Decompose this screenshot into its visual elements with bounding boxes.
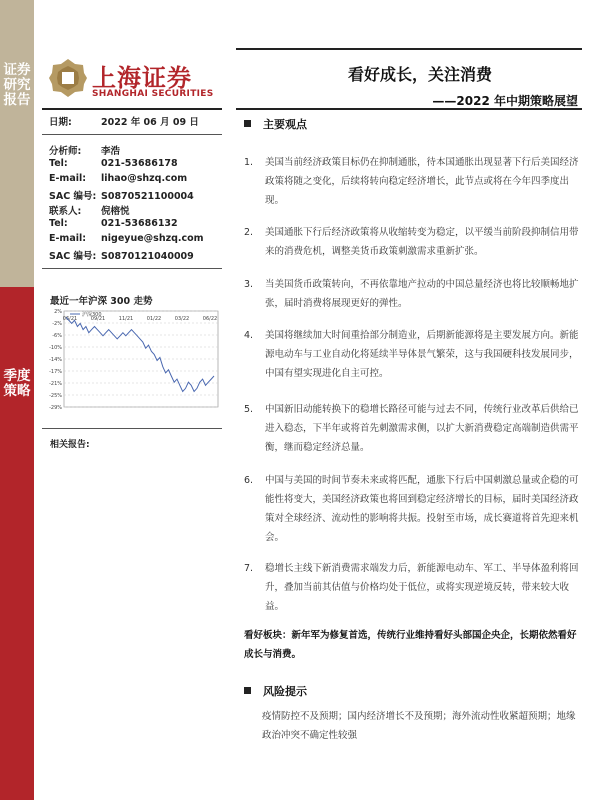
header-rule-left bbox=[42, 108, 222, 110]
report-subtitle: ——2022 年中期策略展望 bbox=[432, 94, 578, 108]
csi300-chart bbox=[42, 307, 222, 412]
info-divider bbox=[42, 268, 222, 269]
sidebar-bottom-band bbox=[0, 287, 34, 800]
point-item: 5. 中国新旧动能转换下的稳增长路径可能与过去不同，传统行业改革后供给已进入稳态，下半年或将首先刺激需求侧，以扩大新消费稳定高端制造供需平衡，继而稳定经济总量。 bbox=[244, 404, 579, 453]
related-reports-label: 相关报告: bbox=[50, 440, 90, 450]
chart-divider bbox=[42, 428, 222, 429]
logo-emblem-icon bbox=[48, 58, 88, 98]
chart-y-tick-label: -25% bbox=[49, 393, 62, 399]
risk-text: 疫情防控不及预期；国内经济增长不及预期；海外流动性收紧超预期；地缘政治冲突不确定性较强 bbox=[262, 711, 576, 741]
chart-y-tick-label: -6% bbox=[52, 333, 62, 339]
chart-x-tick-label: 01/22 bbox=[146, 316, 162, 322]
chart-legend-label: 沪深300 bbox=[82, 312, 102, 318]
report-date: 日期: 2022 年 06 月 09 日 bbox=[49, 117, 199, 128]
chart-y-tick-label: -29% bbox=[49, 405, 62, 411]
risk-header: 风险提示 bbox=[244, 683, 307, 699]
sector-recommendation: 看好板块：新年军为修复首选，传统行业维持看好头部国企央企，长期依然看好成长与消费。 bbox=[244, 630, 577, 660]
report-title: 看好成长，关注消费 bbox=[347, 65, 492, 84]
chart-x-tick-label: 09/21 bbox=[90, 316, 106, 322]
chart-x-tick-label: 06/22 bbox=[202, 316, 218, 322]
section-bullet-icon bbox=[244, 687, 251, 694]
chart-y-tick-label: 2% bbox=[54, 309, 62, 315]
analyst-sac: SAC 编号: S0870521100004 bbox=[49, 191, 194, 202]
chart-title: 最近一年沪深 300 走势 bbox=[50, 296, 153, 307]
analyst-email[interactable]: E-mail: lihao@shzq.com bbox=[49, 173, 188, 184]
point-item: 6. 中国与美国的时间节奏未来或将匹配，通胀下行后中国刺激总量或企稳的可能性将变大，美国经济政策也将回到稳定经济增长的目标，届时美国经济政策对全球经济、流动性的影响将共振。投射至市场，成长赛道将首先迎来机会。 bbox=[244, 475, 579, 543]
header-rule-right bbox=[236, 108, 582, 110]
point-item: 7. 稳增长主线下新消费需求端发力后，新能源电动车、军工、半导体盈利将回升，叠加当前其估值与价格均处于低位，或将实现逆境反转，带来较大收益。 bbox=[244, 563, 579, 612]
analyst-tel: Tel: 021-53686178 bbox=[49, 158, 178, 169]
section-bullet-icon bbox=[244, 120, 251, 127]
contact-tel: Tel: 021-53686132 bbox=[49, 218, 178, 229]
chart-x-tick-label: 11/21 bbox=[118, 316, 134, 322]
logo-text-cn: 上海证券 bbox=[92, 64, 192, 92]
chart-y-tick-label: -21% bbox=[49, 381, 62, 387]
chart-x-tick-label: 06/21 bbox=[62, 316, 78, 322]
point-item: 2. 美国通胀下行后经济政策将从收缩转变为稳定，以平缓当前阶段抑制信用带来的消费危机，调整美货币政策刺激需求重新扩张。 bbox=[244, 227, 579, 257]
sidebar-top-band bbox=[0, 0, 34, 287]
key-points-header: 主要观点 bbox=[244, 116, 307, 132]
chart-y-tick-label: -10% bbox=[49, 345, 62, 351]
chart-x-tick-label: 03/22 bbox=[174, 316, 190, 322]
report-category-label: 季度策略 bbox=[3, 368, 31, 399]
header-top-rule bbox=[236, 48, 582, 50]
chart-series-line bbox=[66, 317, 214, 391]
date-divider bbox=[42, 134, 222, 135]
chart-y-tick-label: -2% bbox=[52, 321, 62, 327]
report-type-label: 证券研究报告 bbox=[3, 62, 31, 108]
point-item: 1. 美国当前经济政策目标仍在抑制通胀，待本国通胀出现显著下行后美国经济政策将随之变化，后续将转向稳定经济增长，此节点或将在今年四季度出现。 bbox=[244, 157, 579, 206]
chart-y-tick-label: -14% bbox=[49, 357, 62, 363]
analyst-name: 分析师: 李浩 bbox=[49, 146, 121, 157]
contact-sac: SAC 编号: S0870121040009 bbox=[49, 251, 194, 262]
contact-name: 联系人: 倪榕悦 bbox=[49, 206, 130, 217]
point-item: 4. 美国将继续加大时间重拾部分制造业，后期新能源将是主要发展方向。新能源电动车与工业自动化将延续半导体景气繁荣，这与我国硬科技发展同步，中国有望实现进化自主可控。 bbox=[244, 330, 579, 379]
logo-text-en: SHANGHAI SECURITIES bbox=[92, 89, 214, 99]
company-logo bbox=[48, 56, 248, 102]
chart-y-tick-label: -17% bbox=[49, 369, 62, 375]
contact-email[interactable]: E-mail: nigeyue@shzq.com bbox=[49, 233, 204, 244]
point-item: 3. 当美国货币政策转向，不再依靠地产拉动的中国总量经济也将比较顺畅地扩张，届时消费将展现更好的弹性。 bbox=[244, 279, 579, 309]
